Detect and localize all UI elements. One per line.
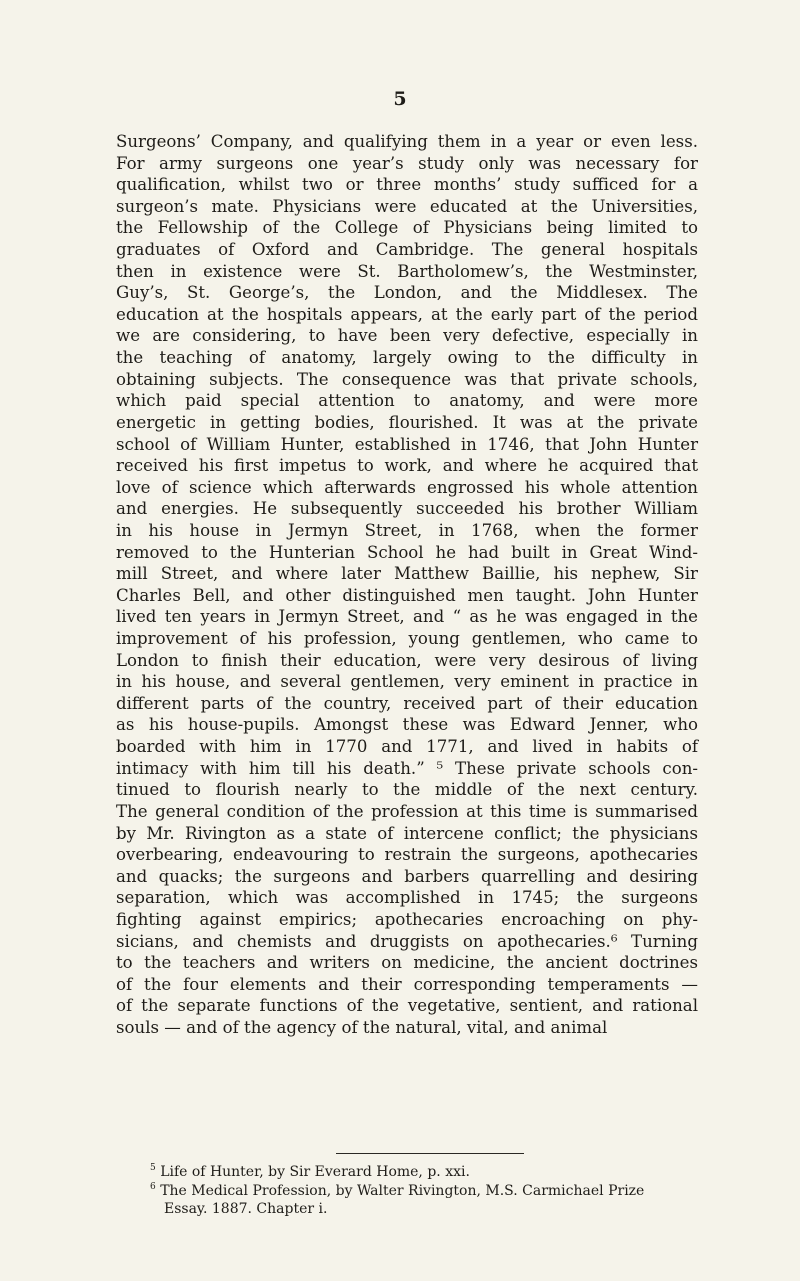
body-line: of the separate functions of the vegetative, sentient, and rational (116, 996, 698, 1016)
body-line: then in existence were St. Bartholomew’s, the Westminster, (116, 261, 698, 281)
footnote-line (150, 1182, 710, 1201)
body-line: the teaching of anatomy, largely owing to the difficulty in (116, 348, 698, 368)
body-line: of the four elements and their corresponding temperaments — (116, 974, 698, 994)
body-line: in his house in Jermyn Street, in 1768, when the former (116, 520, 698, 540)
page-number: 5 (393, 88, 407, 110)
footnote-text: The Medical Profession, by Walter Rivington, M.S. Carmichael Prize (160, 1182, 645, 1199)
footnote-divider (336, 1153, 524, 1154)
footnote-line (150, 1163, 710, 1182)
body-line: lived ten years in Jermyn Street, and “ as he was engaged in the (116, 607, 698, 627)
body-line: Guy’s, St. George’s, the London, and the Middlesex. The (116, 283, 698, 303)
body-line: as his house-pupils. Amongst these was Edward Jenner, who (116, 715, 698, 735)
body-line: tinued to flourish nearly to the middle of the next century. (116, 780, 698, 800)
body-line: we are considering, to have been very defective, especially in (116, 326, 698, 346)
body-line: the Fellowship of the College of Physicians being limited to (116, 218, 698, 238)
footnotes (150, 1163, 710, 1219)
footnote-text: Life of Hunter, by Sir Everard Home, p. xxi. (160, 1164, 470, 1180)
body-line: graduates of Oxford and Cambridge. The general hospitals (116, 240, 698, 260)
body-line: intimacy with him till his death.” ⁵ These private schools con- (116, 758, 698, 778)
footnote-marker: 6 (150, 1181, 156, 1192)
body-line: souls — and of the agency of the natural, vital, and animal (116, 1017, 608, 1037)
body-line: surgeon’s mate. Physicians were educated at the Universities, (116, 196, 698, 216)
body-line: which paid special attention to anatomy, and were more (116, 391, 698, 411)
body-line: improvement of his profession, young gentlemen, who came to (116, 629, 698, 649)
body-line: in his house, and several gentlemen, very eminent in practice in (116, 672, 698, 692)
footnote-text: Essay. 1887. Chapter i. (164, 1201, 328, 1217)
body-line: received his first impetus to work, and where he acquired that (116, 456, 698, 476)
body-line: school of William Hunter, established in 1746, that John Hunter (116, 434, 698, 454)
body-line: education at the hospitals appears, at the early part of the period (116, 304, 698, 324)
body-line: sicians, and chemists and druggists on apothecaries.⁶ Turning (116, 931, 698, 951)
body-text (116, 131, 698, 1039)
body-line: The general condition of the profession at this time is summarised (116, 801, 698, 821)
body-line: fighting against empirics; apothecaries encroaching on phy- (116, 909, 698, 929)
body-line: qualification, whilst two or three months’ study sufficed for a (116, 175, 698, 195)
body-line: obtaining subjects. The consequence was that private schools, (116, 369, 698, 389)
body-line: to the teachers and writers on medicine, the ancient doctrines (116, 953, 698, 973)
body-line: For army surgeons one year’s study only was necessary for (116, 153, 698, 173)
body-line: energetic in getting bodies, flourished. It was at the private (116, 412, 698, 432)
body-line: mill Street, and where later Matthew Baillie, his nephew, Sir (116, 564, 698, 584)
body-line: and energies. He subsequently succeeded his brother William (116, 499, 698, 519)
body-line: different parts of the country, received part of their education (116, 693, 698, 713)
body-line: by Mr. Rivington as a state of intercene conflict; the physicians (116, 823, 698, 843)
body-line: love of science which afterwards engrossed his whole attention (116, 477, 698, 497)
body-line: Surgeons’ Company, and qualifying them in a year or even less. (116, 132, 698, 151)
body-line: overbearing, endeavouring to restrain the surgeons, apothecaries (116, 845, 698, 865)
body-line: Charles Bell, and other distinguished men taught. John Hunter (116, 585, 698, 605)
footnote-marker: 5 (150, 1163, 156, 1173)
footnote-line (150, 1200, 710, 1219)
body-line: and quacks; the surgeons and barbers quarrelling and desiring (116, 866, 698, 886)
body-line: boarded with him in 1770 and 1771, and lived in habits of (116, 737, 698, 757)
body-line: separation, which was accomplished in 1745; the surgeons (116, 888, 698, 908)
body-line: London to finish their education, were very desirous of living (116, 650, 698, 670)
body-line: removed to the Hunterian School he had built in Great Wind- (116, 542, 698, 562)
